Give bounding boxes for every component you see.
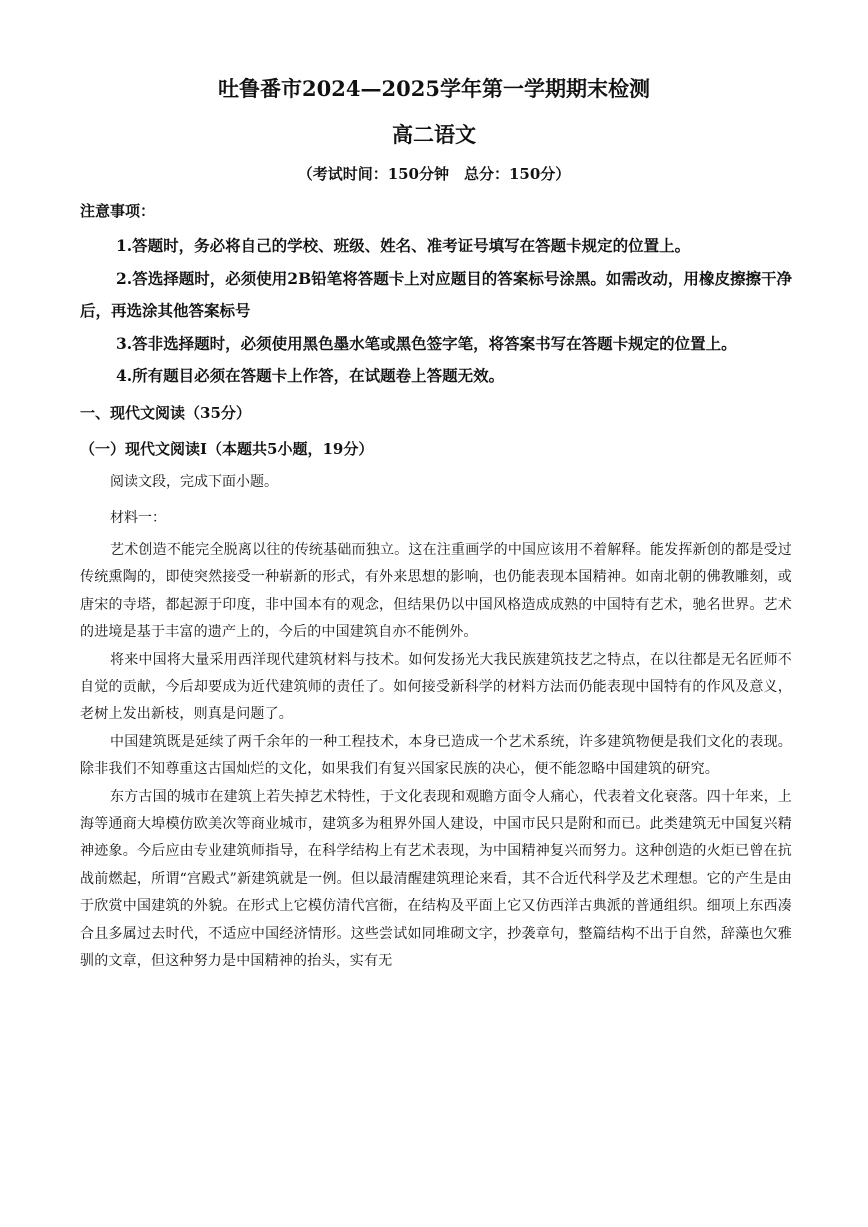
notice-item: 3.答非选择题时，必须使用黑色墨水笔或黑色签字笔，将答案书写在答题卡规定的位置上。 [116,333,737,353]
notice-item: 4.所有题目必须在答题卡上作答，在试题卷上答题无效。 [116,366,505,385]
subsection-heading: （一）现代文阅读Ⅰ（本题共5小题，19分） [80,440,374,458]
notice-list [80,230,792,393]
passage-paragraph: 东方古国的城市在建筑上若失掉艺术特性，于文化表现和观瞻方面令人痛心，代表着文化衰落。四十年来，上海等通商大埠模仿欧美次等商业城市，建筑多为租界外国人建设，中国市民只是附和而已。此类建筑无中国复兴精神迹象。今后应由专业建筑师指导，在科学结构上有艺术表现，为中国精神复兴而努力。这种创造的火炬已曾在抗战前燃起，所谓“宫殿式”新建筑就是一例。但以最清醒建筑理论来看，其不合近代科学及艺术理想。它的产生是由于欣赏中国建筑的外貌。在形式上它模仿清代宫衙，在结构及平面上它又仿西洋古典派的普通组织。细项上东西凑合且多属过去时代，不适应中国经济情形。这些尝试如同堆砌文字，抄袭章句，整篇结构不出于自然，辞藻也欠雅驯的文章，但这种努力是中国精神的抬头，实有无 [80,788,792,970]
notice-item: 2.答选择题时，必须使用2B铅笔将答题卡上对应题目的答案标号涂黑。如需改动，用橡皮擦擦干净后，再选涂其他答案标号 [80,268,792,320]
material-label: 材料一： [110,510,166,526]
notice-item: 1.答题时，务必将自己的学校、班级、姓名、准考证号填写在答题卡规定的位置上。 [116,236,691,255]
exam-title: 吐鲁番市2024—2025学年第一学期期末检测 [218,76,650,101]
reading-passage [80,537,792,976]
exam-time-and-score: （考试时间：150分钟 总分：150分） [297,165,571,183]
exam-subject: 高二语文 [392,122,476,147]
section-heading: 一、现代文阅读（35分） [80,404,251,422]
reading-instruction: 阅读文段，完成下面小题。 [110,474,278,490]
passage-paragraph: 艺术创造不能完全脱离以往的传统基础而独立。这在注重画学的中国应该用不着解释。能发挥新创的都是受过传统熏陶的，即使突然接受一种崭新的形式，有外来思想的影响，也仍能表现本国精神。如南北朝的佛教雕刻，或唐宋的寺塔，都起源于印度，非中国本有的观念，但结果仍以中国风格造成成熟的中国特有艺术，驰名世界。艺术的进境是基于丰富的遗产上的，今后的中国建筑自亦不能例外。 [80,542,792,641]
passage-paragraph: 中国建筑既是延续了两千余年的一种工程技术，本身已造成一个艺术系统，许多建筑物便是我们文化的表现。除非我们不知尊重这古国灿烂的文化，如果我们有复兴国家民族的决心，便不能忽略中国建筑的研究。 [80,733,792,778]
passage-paragraph: 将来中国将大量采用西洋现代建筑材料与技术。如何发扬光大我民族建筑技艺之特点，在以往都是无名匠师不自觉的贡献，今后却要成为近代建筑师的责任了。如何接受新科学的材料方法而仍能表现中国特有的作风及意义，老树上发出新枝，则真是问题了。 [80,651,792,723]
notice-heading: 注意事项： [80,202,156,220]
